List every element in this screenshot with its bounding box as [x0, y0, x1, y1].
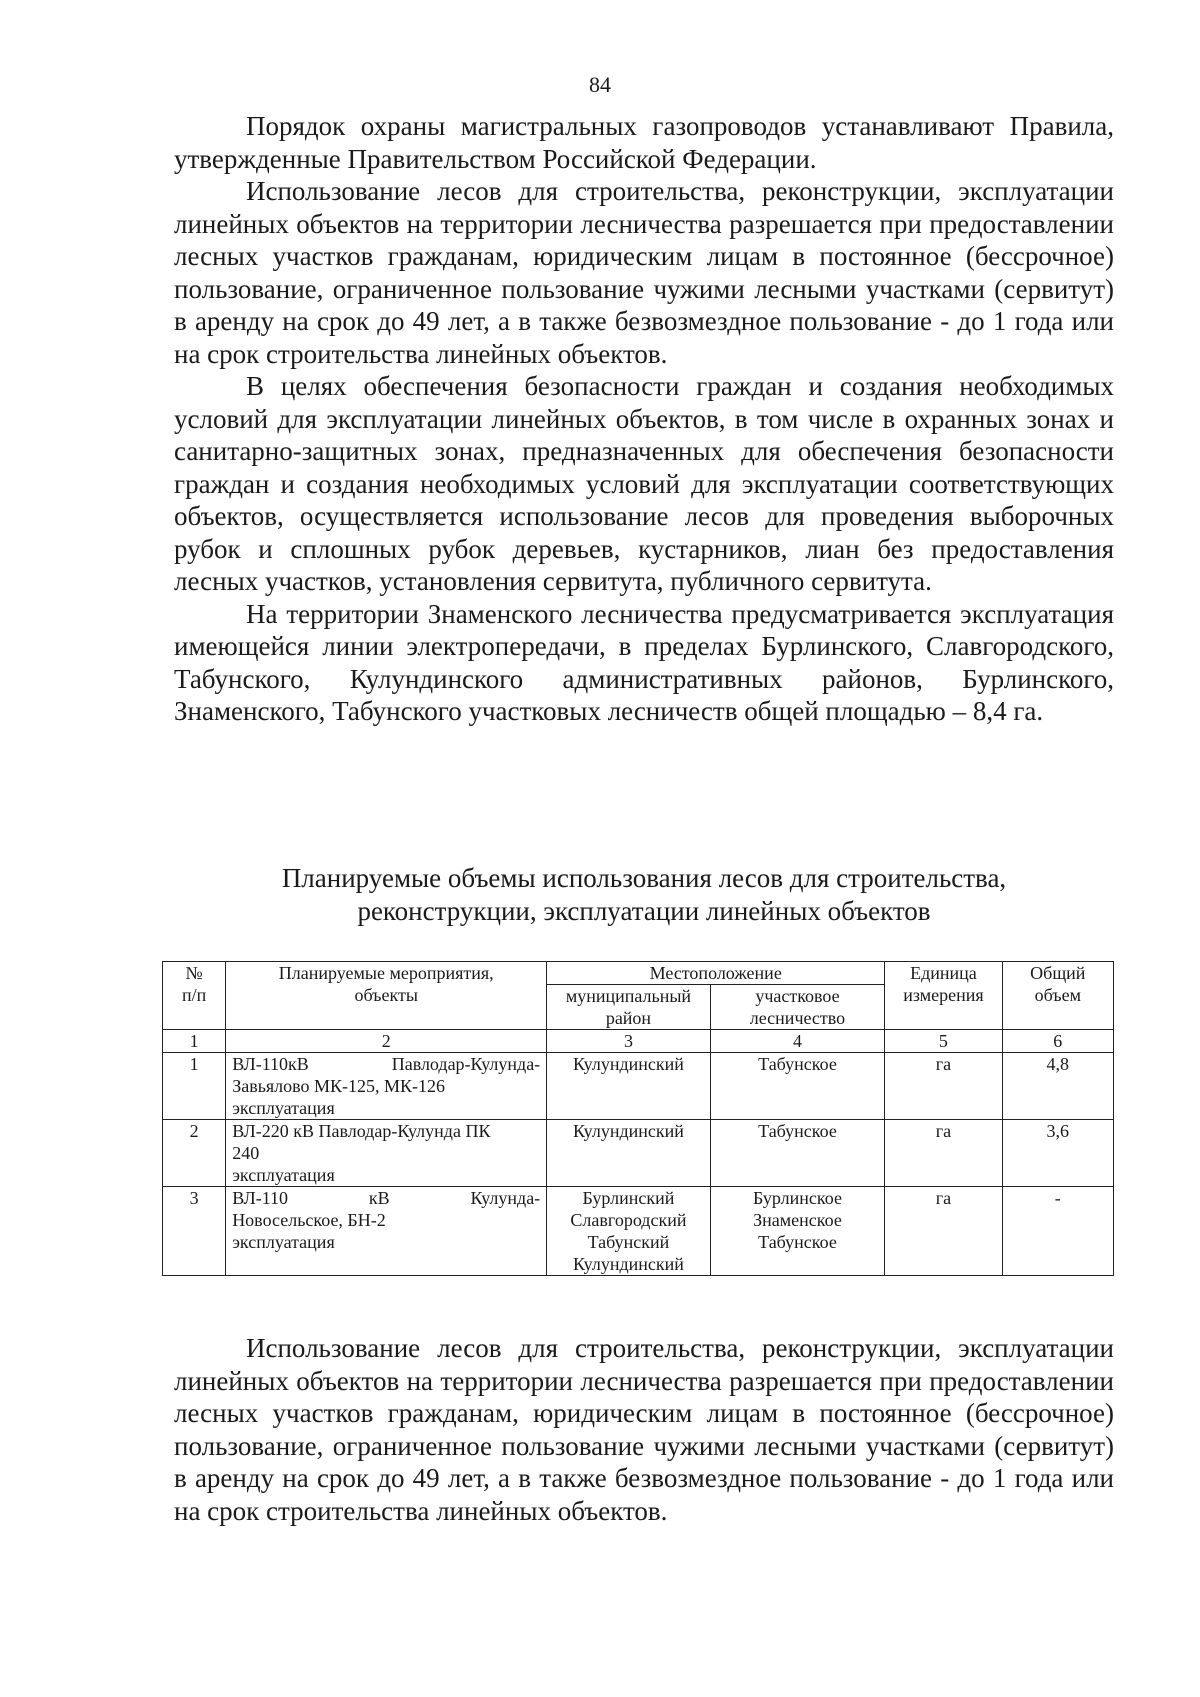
object-text: Завьялово МК-125, МК-126 — [232, 1076, 446, 1096]
page-number: 84 — [589, 72, 611, 97]
object-text: Новосельское, БН-2 — [232, 1210, 386, 1230]
column-index: 6 — [1002, 1030, 1113, 1053]
header-text: п/п — [181, 985, 207, 1005]
row-forestry — [710, 1187, 885, 1276]
header-num — [163, 962, 226, 1030]
table-caption — [174, 862, 1114, 928]
header-text: Планируемые мероприятия, — [278, 963, 494, 983]
header-text: № — [185, 963, 203, 983]
header-text: район — [605, 1008, 652, 1028]
header-text: измерения — [903, 985, 984, 1005]
header-text: муниципальный — [565, 986, 692, 1006]
row-municipal — [547, 1120, 711, 1187]
forestry-name: Табунское — [758, 1054, 837, 1074]
row-volume: - — [1002, 1187, 1113, 1276]
table-row — [163, 1120, 1114, 1187]
forestry-name: Табунское — [758, 1232, 837, 1252]
municipal-name: Табунский — [587, 1232, 670, 1252]
row-unit: га — [885, 1053, 1002, 1120]
row-unit: га — [885, 1120, 1002, 1187]
header-text: Единица — [910, 963, 977, 983]
header-volume — [1002, 962, 1113, 1030]
row-forestry — [710, 1120, 885, 1187]
paragraph: Использование лесов для строительства, реконструкции, эксплуатации линейных объектов на территории лесничества разрешается при предоставлении лесных участков гражданам, юридическим лицам в постоянное (бессрочное) пользование, ограниченное пользование чужими лесными участками (сервитут) в аренду на срок до 49 лет, а в также безвозмездное пользование - до 1 года или на срок строительства линейных объектов. — [174, 176, 1114, 369]
object-text: эксплуатация — [232, 1232, 335, 1252]
object-text: ВЛ-110 кВ Кулунда- — [232, 1188, 541, 1208]
municipal-name: Бурлинский — [582, 1188, 675, 1208]
table-row — [163, 1053, 1114, 1120]
column-index: 3 — [547, 1030, 711, 1053]
paragraph: Порядок охраны магистральных газопроводов устанавливают Правила, утвержденные Правительством Российской Федерации. — [174, 111, 1114, 174]
column-index: 4 — [710, 1030, 885, 1053]
object-text: эксплуатация — [232, 1165, 335, 1185]
row-num: 2 — [163, 1120, 226, 1187]
object-text: 240 — [232, 1143, 260, 1163]
paragraph: Использование лесов для строительства, реконструкции, эксплуатации линейных объектов на территории лесничества разрешается при предоставлении лесных участков гражданам, юридическим лицам в постоянное (бессрочное) пользование, ограниченное пользование чужими лесными участками (сервитут) в аренду на срок до 49 лет, а в также безвозмездное пользование - до 1 года или на срок строительства линейных объектов. — [174, 1333, 1114, 1526]
table-caption-line: Планируемые объемы использования лесов для строительства, — [281, 863, 1007, 893]
header-text: объем — [1034, 985, 1081, 1005]
table-header-row — [163, 962, 1114, 985]
body-text-bottom — [174, 1332, 1114, 1527]
municipal-name: Кулундинский — [572, 1254, 684, 1274]
row-volume: 4,8 — [1002, 1053, 1113, 1120]
table-caption-line: реконструкции, эксплуатации линейных объектов — [357, 896, 931, 926]
municipal-name: Кулундинский — [572, 1054, 684, 1074]
row-unit: га — [885, 1187, 1002, 1276]
table-row — [163, 1187, 1114, 1276]
header-unit — [885, 962, 1002, 1030]
header-object — [226, 962, 547, 1030]
forestry-name: Бурлинское — [753, 1188, 842, 1208]
object-text: эксплуатация — [232, 1098, 335, 1118]
object-text: ВЛ-220 кВ Павлодар-Кулунда ПК — [232, 1121, 491, 1141]
paragraph: В целях обеспечения безопасности граждан и создания необходимых условий для эксплуатации линейных объектов, в том числе в охранных зонах и санитарно-защитных зонах, предназначенных для обеспечения безопасности граждан и создания необходимых условий для эксплуатации соответствующих объектов, осуществляется использование лесов для проведения выборочных рубок и сплошных рубок деревьев, кустарников, лиан без предоставления лесных участков, установления сервитута, публичного сервитута. — [174, 371, 1114, 596]
row-object — [226, 1053, 547, 1120]
header-text: лесничество — [749, 1008, 846, 1028]
paragraph: На территории Знаменского лесничества предусматривается эксплуатация имеющейся линии электропередачи, в пределах Бурлинского, Славгородского, Табунского, Кулундинского административных районов, Бурлинского, Знаменского, Табунского участковых лесничеств общей площадью – 8,4 га. — [174, 598, 1114, 726]
header-text: участковое — [755, 986, 840, 1006]
header-text: объекты — [354, 985, 418, 1005]
header-text: Общий — [1030, 963, 1086, 983]
header-municipal — [547, 985, 711, 1030]
forestry-name: Табунское — [758, 1121, 837, 1141]
row-object — [226, 1187, 547, 1276]
header-forestry — [710, 985, 885, 1030]
forestry-name: Знаменское — [753, 1210, 842, 1230]
row-forestry — [710, 1053, 885, 1120]
header-location: Местоположение — [547, 962, 885, 985]
column-index-row — [163, 1030, 1114, 1053]
municipal-name: Славгородский — [570, 1210, 687, 1230]
row-volume: 3,6 — [1002, 1120, 1113, 1187]
column-index: 2 — [226, 1030, 547, 1053]
object-text: ВЛ-110кВ Павлодар-Кулунда- — [232, 1054, 541, 1074]
body-text-top — [174, 110, 1114, 728]
row-num: 3 — [163, 1187, 226, 1276]
row-object — [226, 1120, 547, 1187]
row-municipal — [547, 1053, 711, 1120]
row-municipal — [547, 1187, 711, 1276]
column-index: 5 — [885, 1030, 1002, 1053]
municipal-name: Кулундинский — [572, 1121, 684, 1141]
column-index: 1 — [163, 1030, 226, 1053]
row-num: 1 — [163, 1053, 226, 1120]
volumes-table — [162, 961, 1114, 1276]
